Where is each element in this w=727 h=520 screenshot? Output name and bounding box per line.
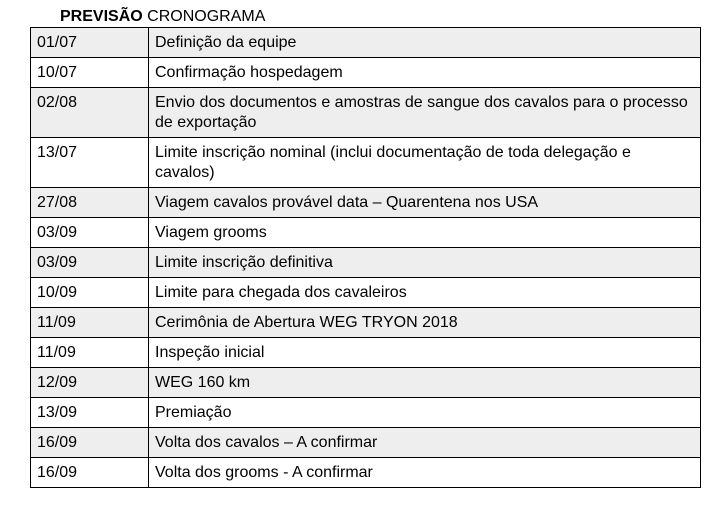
row-date: 12/09 xyxy=(31,368,149,398)
row-date: 02/08 xyxy=(31,88,149,138)
row-date: 13/07 xyxy=(31,138,149,188)
row-event: Inspeção inicial xyxy=(149,338,701,368)
row-event: Viagem grooms xyxy=(149,218,701,248)
table-row xyxy=(31,188,701,218)
row-date: 16/09 xyxy=(31,428,149,458)
table-row xyxy=(31,428,701,458)
table-row xyxy=(31,218,701,248)
table-row xyxy=(31,368,701,398)
row-event: Premiação xyxy=(149,398,701,428)
row-event: Limite inscrição nominal (inclui documentação de toda delegação e cavalos) xyxy=(149,138,701,188)
row-date: 11/09 xyxy=(31,338,149,368)
row-date: 16/09 xyxy=(31,458,149,488)
row-event: Confirmação hospedagem xyxy=(149,58,701,88)
row-date: 03/09 xyxy=(31,218,149,248)
table-row xyxy=(31,278,701,308)
page-title xyxy=(60,7,265,26)
row-event: Limite inscrição definitiva xyxy=(149,248,701,278)
schedule-table xyxy=(30,27,701,488)
table-row xyxy=(31,248,701,278)
row-event: Volta dos cavalos – A confirmar xyxy=(149,428,701,458)
table-row xyxy=(31,458,701,488)
row-event: Limite para chegada dos cavaleiros xyxy=(149,278,701,308)
table-row xyxy=(31,308,701,338)
row-event: Envio dos documentos e amostras de sangue dos cavalos para o processo de exportação xyxy=(149,88,701,138)
row-event: Definição da equipe xyxy=(149,28,701,58)
row-date: 10/09 xyxy=(31,278,149,308)
row-date: 27/08 xyxy=(31,188,149,218)
row-event: WEG 160 km xyxy=(149,368,701,398)
row-event: Volta dos grooms - A confirmar xyxy=(149,458,701,488)
row-date: 10/07 xyxy=(31,58,149,88)
table-row xyxy=(31,398,701,428)
row-date: 01/07 xyxy=(31,28,149,58)
title-rest: CRONOGRAMA xyxy=(147,8,266,25)
table-row xyxy=(31,138,701,188)
row-date: 11/09 xyxy=(31,308,149,338)
table-row xyxy=(31,88,701,138)
row-date: 13/09 xyxy=(31,398,149,428)
table-row xyxy=(31,28,701,58)
table-row xyxy=(31,338,701,368)
table-row xyxy=(31,58,701,88)
row-event: Viagem cavalos provável data – Quarentena nos USA xyxy=(149,188,701,218)
row-event: Cerimônia de Abertura WEG TRYON 2018 xyxy=(149,308,701,338)
row-date: 03/09 xyxy=(31,248,149,278)
title-bold: PREVISÃO xyxy=(60,8,143,25)
